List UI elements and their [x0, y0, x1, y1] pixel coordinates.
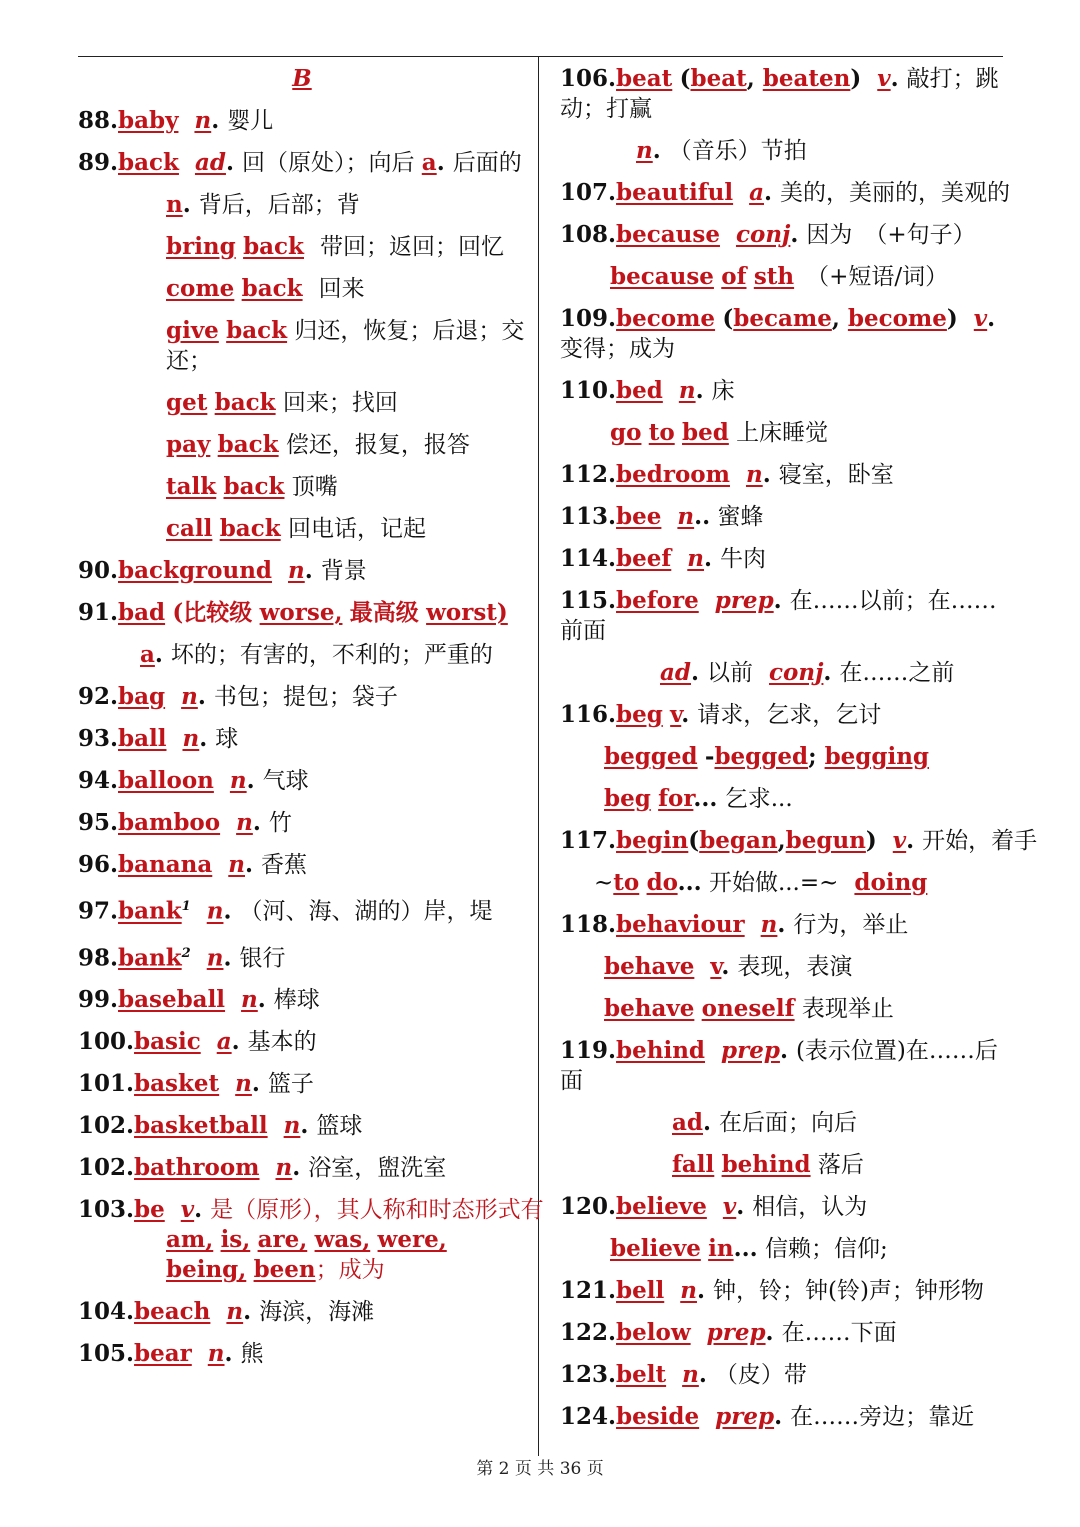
phrase-give-back: give back 归还，恢复；后退；交还；: [166, 317, 525, 374]
entry-105: 105.bear n. 熊: [78, 1340, 264, 1368]
entry-91-adj: a. 坏的；有害的，不利的；严重的: [140, 641, 493, 668]
entry-101: 101.basket n. 篮子: [78, 1070, 314, 1098]
entry-96: 96.banana n. 香蕉: [78, 851, 308, 878]
entry-110: 110.bed n. 床: [560, 377, 735, 404]
entry-102-basketball: 102.basketball n. 篮球: [78, 1112, 363, 1140]
entry-106-noun: n. （音乐）节拍: [636, 137, 807, 164]
entry-102-bathroom: 102.bathroom n. 浴室，盥洗室: [78, 1154, 447, 1182]
entry-88: 88.baby n. 婴儿: [78, 107, 274, 134]
entry-117: 117.begin(began,begun) v. 开始，着手: [560, 827, 1038, 854]
entry-119-ad: ad. 在后面；向后: [672, 1109, 858, 1136]
entry-97: 97.bank$^1$ n. （河、海、湖的）岸，堤: [78, 897, 493, 925]
right-column: [560, 58, 1038, 1438]
entry-116: 116.beg v. 请求，乞求，乞讨: [560, 701, 882, 728]
entry-120: 120.believe v. 相信，认为: [560, 1193, 868, 1220]
entry-103-forms-1: am, is, are, was, were,: [166, 1226, 447, 1254]
entry-95: 95.bamboo n. 竹: [78, 809, 292, 836]
entry-100: 100.basic a. 基本的: [78, 1028, 317, 1056]
entry-92: 92.bag n. 书包；提包；袋子: [78, 683, 398, 710]
entry-119: 119.behind prep. (表示位置)在……后面: [560, 1037, 998, 1094]
entry-124: 124.beside prep. 在……旁边；靠近: [560, 1403, 975, 1430]
entry-91: 91.bad (比较级 worse, 最高级 worst): [78, 599, 508, 626]
entry-115: 115.before prep. 在……以前；在……前面: [560, 587, 997, 644]
entry-103-forms-2: being, been；成为: [166, 1256, 385, 1284]
entry-108: 108.because conj. 因为 （+句子）: [560, 221, 976, 248]
phrase-go-to-bed: go to bed 上床睡觉: [610, 419, 829, 446]
phrase-come-back: come back 回来: [166, 275, 365, 302]
entry-122: 122.below prep. 在……下面: [560, 1319, 897, 1346]
entry-118: 118.behaviour n. 行为，举止: [560, 911, 909, 938]
entry-109: 109.become (became, become) v. 变得；成为: [560, 305, 996, 362]
phrase-begin-to-do: ~to do... 开始做...=~ doing: [594, 869, 928, 896]
entry-107: 107.beautiful a. 美的，美丽的，美观的: [560, 179, 1011, 206]
entry-123: 123.belt n. （皮）带: [560, 1361, 807, 1388]
phrase-believe-in: believe in... 信赖；信仰;: [610, 1235, 888, 1262]
entry-115-b: ad. 以前 conj. 在……之前: [660, 659, 955, 686]
entry-104: 104.beach n. 海滨，海滩: [78, 1298, 375, 1326]
entry-93: 93.ball n. 球: [78, 725, 239, 752]
phrase-bring-back: bring back 带回；返回；回忆: [166, 233, 504, 260]
section-letter: B: [292, 65, 312, 92]
entry-112: 112.bedroom n. 寝室，卧室: [560, 461, 894, 488]
top-rule: [78, 56, 1003, 57]
page-footer: 第 2 页 共 36 页: [476, 1459, 604, 1479]
entry-114: 114.beef n. 牛肉: [560, 545, 767, 572]
entry-116-forms: begged -begged; begging: [604, 743, 929, 770]
phrase-pay-back: pay back 偿还，报复，报答: [166, 431, 470, 458]
entry-89-noun: n. 背后，后部；背: [166, 191, 360, 218]
entry-121: 121.bell n. 钟，铃；钟(铃)声；钟形物: [560, 1277, 984, 1304]
phrase-call-back: call back 回电话，记起: [166, 515, 426, 542]
phrase-get-back: get back 回来；找回: [166, 389, 398, 416]
entry-118-behave: behave v. 表现，表演: [604, 953, 853, 980]
phrase-fall-behind: fall behind 落后: [672, 1151, 864, 1178]
entry-94: 94.balloon n. 气球: [78, 767, 309, 794]
entry-106: 106.beat (beat, beaten) v. 敲打；跳动；打赢: [560, 65, 999, 122]
entry-99: 99.baseball n. 棒球: [78, 986, 320, 1014]
entry-98: 98.bank$^2$ n. 银行: [78, 944, 286, 972]
entry-103: 103.be v. 是（原形），其人称和时态形式有: [78, 1196, 544, 1224]
phrase-talk-back: talk back 顶嘴: [166, 473, 338, 500]
entry-90: 90.background n. 背景: [78, 557, 367, 584]
left-column: [78, 58, 544, 1375]
entry-89: 89.back ad. 回（原处）；向后 a. 后面的: [78, 149, 522, 176]
phrase-beg-for: beg for... 乞求...: [604, 785, 793, 812]
entry-113: 113.bee n.. 蜜蜂: [560, 503, 764, 530]
phrase-because-of: because of sth （+短语/词）: [610, 263, 949, 290]
phrase-behave-oneself: behave oneself 表现举止: [604, 995, 894, 1022]
column-divider: [538, 56, 539, 1456]
